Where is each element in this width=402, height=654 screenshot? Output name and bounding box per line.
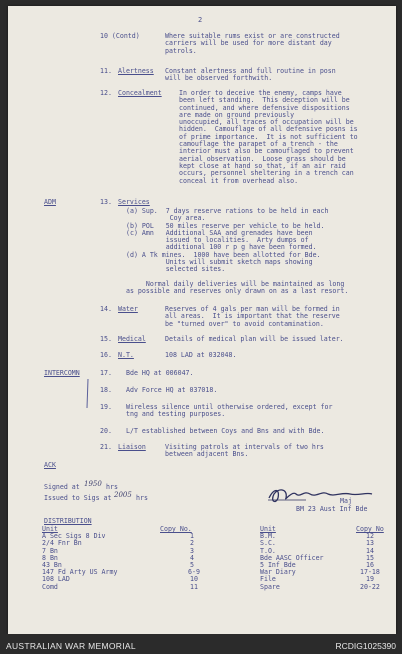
para-number: 21. <box>100 443 112 451</box>
para-heading: Alertness <box>118 67 154 75</box>
copy-cell: 20-22 <box>360 582 380 591</box>
distribution-title: DISTRIBUTION <box>44 517 92 525</box>
unit-cell: 43 Bn <box>42 561 62 570</box>
unit-cell: War Diary <box>260 568 296 577</box>
unit-cell: A Sec Sigs 8 Div <box>42 532 106 541</box>
para-text: Bde HQ at 006047. <box>126 369 194 377</box>
para-number: 17. <box>100 369 112 377</box>
archive-footer <box>0 634 402 654</box>
copy-cell: 11 <box>190 582 198 591</box>
column-header: Copy No <box>356 525 384 533</box>
table-row <box>42 533 384 540</box>
para-text: Wireless silence until otherwise ordered, except for tng and testing purposes. <box>126 403 333 419</box>
column-header: Unit <box>42 525 58 533</box>
para-heading: Services <box>118 198 150 206</box>
table-row <box>42 569 384 576</box>
page-number: 2 <box>198 16 203 24</box>
para-text: Visiting patrols at intervals of two hrs between adjacent Bns. <box>165 443 324 459</box>
para-number: 19. <box>100 403 112 411</box>
unit-cell: 2/4 Fnr Bn <box>42 539 82 548</box>
table-row <box>42 555 384 562</box>
unit-cell: 147 Fd Arty US Army <box>42 568 118 577</box>
para-text: (a) Sup. 7 days reserve rations to be held in each Coy area. (b) POL 50 miles reserve per vehicle to be held. (c) Amn Additional SAA and grenades have been issued to localities. Arty dumps of additional 100 r p g have been formed. (d) A Tk mines. 1000 have been allotted for Bde. Units will submit sketch maps showing selected sites. Normal daily deliveries will be maintained as long as possible and reserves only drawn on as a last resort. <box>126 207 349 296</box>
para-text: In order to deceive the enemy, camps have been left standing. This deception will be continued, and where defensive dispositions are made on ground previously unoccupied, all traces of occupation will be hidden. Camouflage of all defensive posns is of prime importance. It is not sufficient to camouflage the parapet of a trench - the interior must also be camouflaged to prevent aerial observation. Loose grass should be kept close at hand so that, if an air raid occurs, personnel sheltering in a trench can conceal it from overhead also. <box>179 89 358 185</box>
copy-cell: 1 <box>190 532 194 541</box>
para-heading: N.T. <box>118 351 134 359</box>
copy-cell: 14 <box>366 546 374 555</box>
para-text: Constant alertness and full routine in posn will be observed forthwith. <box>165 67 336 83</box>
para-number: 16. <box>100 351 112 359</box>
unit-cell: 108 LAD <box>42 575 70 584</box>
column-header: Copy No. <box>160 525 192 533</box>
para-text: Details of medical plan will be issued later. <box>165 335 344 343</box>
column-header: Unit <box>260 525 276 533</box>
unit-cell: 7 Bn <box>42 546 58 555</box>
copy-cell: 12 <box>366 532 374 541</box>
para-text: Reserves of 4 gals per man will be formed in all areas. It is important that the reserve be "turned over" to avoid contamination. <box>165 305 340 328</box>
para-heading: Water <box>118 305 138 313</box>
issued-time: 2005 <box>114 491 132 499</box>
footer-record-id: RCDIG1025390 <box>335 641 396 651</box>
footer-archive-name: AUSTRALIAN WAR MEMORIAL <box>6 641 136 651</box>
unit-cell: File <box>260 575 276 584</box>
ack-label: ACK <box>44 461 56 469</box>
table-row <box>42 576 384 583</box>
table-row <box>42 584 384 591</box>
copy-cell: 16 <box>366 561 374 570</box>
para-text: L/T established between Coys and Bns and with Bde. <box>126 427 325 435</box>
para-text: Adv Force HQ at 037018. <box>126 386 218 394</box>
unit-cell: S.C. <box>260 539 276 548</box>
issued-label: Issued to Sigs at <box>44 494 112 502</box>
para-text: Where suitable rums exist or are constructed carriers will be used for more distant day patrols. <box>165 32 340 55</box>
signed-suffix: hrs <box>106 483 118 491</box>
unit-cell: Comd <box>42 582 58 591</box>
para-number: 15. <box>100 335 112 343</box>
unit-cell: B.M. <box>260 532 276 541</box>
para-number: 18. <box>100 386 112 394</box>
unit-cell: Bde AASC Officer <box>260 553 324 562</box>
unit-cell: T.O. <box>260 546 276 555</box>
copy-cell: 4 <box>190 553 194 562</box>
para-heading: Concealment <box>118 89 162 97</box>
para-number: 12. <box>100 89 112 97</box>
para-number: 11. <box>100 67 112 75</box>
issued-suffix: hrs <box>136 494 148 502</box>
handwritten-signature <box>266 484 376 506</box>
side-heading-intercomn: INTERCOMN <box>44 369 80 377</box>
table-row <box>42 548 384 555</box>
signed-time: 1950 <box>84 480 102 488</box>
copy-cell: 3 <box>190 546 194 555</box>
copy-cell: 6-9 <box>188 568 200 577</box>
pencil-margin-mark <box>84 378 92 410</box>
copy-cell: 13 <box>366 539 374 548</box>
signature-rank: Maj <box>340 497 352 505</box>
copy-cell: 2 <box>190 539 194 548</box>
para-number: 13. <box>100 198 112 206</box>
unit-cell: 8 Bn <box>42 553 58 562</box>
para-heading: Medical <box>118 335 146 343</box>
copy-cell: 10 <box>190 575 198 584</box>
signature-unit: BM 23 Aust Inf Bde <box>296 505 368 513</box>
distribution-table <box>42 526 384 591</box>
unit-cell: Spare <box>260 582 280 591</box>
unit-cell: 5 Inf Bde <box>260 561 296 570</box>
copy-cell: 15 <box>366 553 374 562</box>
copy-cell: 19 <box>366 575 374 584</box>
copy-cell: 17-18 <box>360 568 380 577</box>
para-number: 20. <box>100 427 112 435</box>
signed-label: Signed at <box>44 483 80 491</box>
para-number: 14. <box>100 305 112 313</box>
side-heading-adm: ADM <box>44 198 56 206</box>
para-number: 10 (Contd) <box>100 32 140 40</box>
para-text: 108 LAD at 032048. <box>165 351 237 359</box>
copy-cell: 5 <box>190 561 194 570</box>
table-row <box>42 540 384 547</box>
para-heading: Liaison <box>118 443 146 451</box>
